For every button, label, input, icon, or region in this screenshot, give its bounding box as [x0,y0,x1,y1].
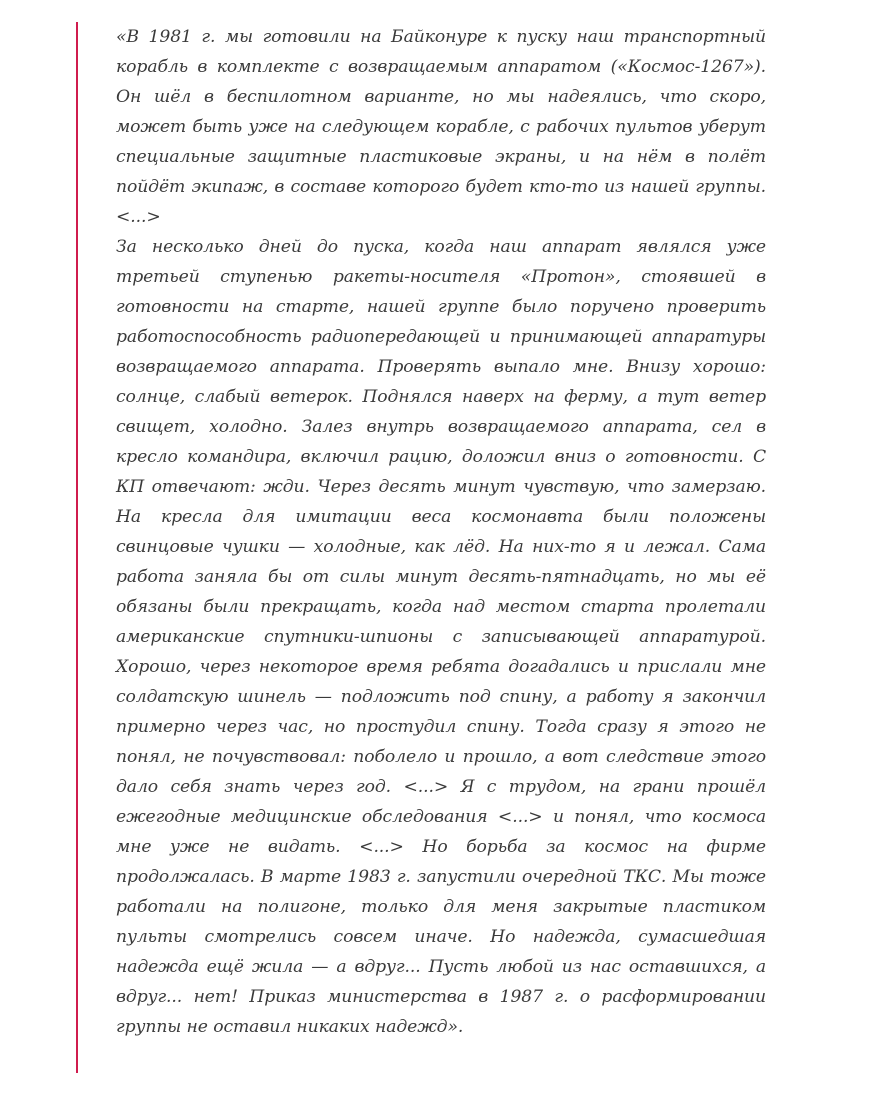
blockquote [76,22,766,1073]
quote-paragraph-1: «В 1981 г. мы готовили на Байконуре к пуску наш транспортный корабль в комплекте с возвращаемым аппаратом («Космос-1267»). Он шёл в беспилотном варианте, но мы надеялись, что скоро, может быть уже на следующем корабле, с рабочих пультов уберут специальные защитные пластиковые экраны, и на нём в полёт пойдёт экипаж, в составе которого будет кто-то из нашей группы. <...> [116,27,766,227]
quote-paragraph-2: За несколько дней до пуска, когда наш аппарат являлся уже третьей ступенью ракеты-носителя «Протон», стоявшей в готовности на старте, нашей группе было поручено проверить работоспособность радиопередающей и принимающей аппаратуры возвращаемого аппарата. Проверять выпало мне. Внизу хорошо: солнце, слабый ветерок. Поднялся наверх на ферму, а тут ветер свищет, холодно. Залез внутрь возвращаемого аппарата, сел в кресло командира, включил рацию, доложил вниз о готовности. С КП отвечают: жди. Через десять минут чувствую, что замерзаю. На кресла для имитации веса космонавта были положены свинцовые чушки — холодные, как лёд. На них-то я и лежал. Сама работа заняла бы от силы минут десять-пятнадцать, но мы её обязаны были прекращать, когда над местом старта пролетали американские спутники-шпионы с записывающей аппаратурой. Хорошо, через некоторое время ребята догадались и прислали мне солдатскую шинель — подложить под спину, а работу я закончил примерно через час, но простудил спину. Тогда сразу я этого не понял, не почувствовал: поболело и прошло, а вот следствие этого дало себя знать через год. <...> Я с трудом, на грани прошёл ежегодные медицинские обследования <...> и понял, что космоса мне уже не видать. <...> Но борьба за космос на фирме продолжалась. В марте 1983 г. запустили очередной ТКС. Мы тоже работали на полигоне, только для меня закрытые пластиком пульты смотрелись совсем иначе. Но надежда, сумасшедшая надежда ещё жила — а вдруг... Пусть любой из нас оставшихся, а вдруг... нет! Приказ министерства в 1987 г. о расформировании группы не оставил никаких надежд». [116,237,766,1037]
